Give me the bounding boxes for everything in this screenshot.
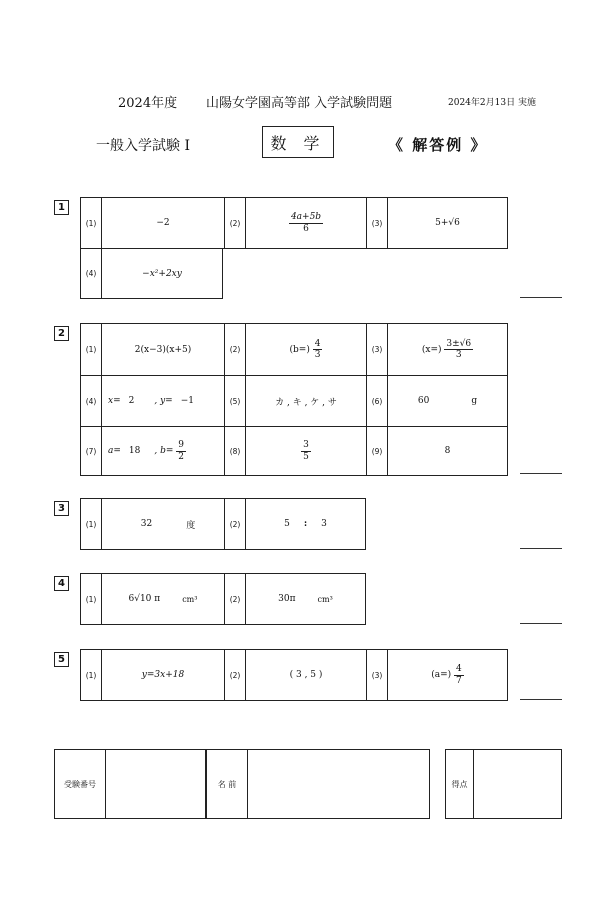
answer-value [246,427,366,475]
answer-fraction [301,440,311,462]
answer-cell [366,198,507,248]
score-box [445,749,562,819]
answer-unit: cm³ [317,594,333,604]
answer-value [246,198,366,248]
item-label: (2) [225,650,246,700]
section-4-row [80,573,366,625]
answer-unit: cm³ [182,594,198,604]
fraction-denominator: 3 [455,350,462,360]
item-label: (7) [81,427,102,475]
exam-number-field[interactable] [106,750,206,818]
score-field[interactable] [474,750,561,818]
fraction-denominator: 7 [456,675,462,686]
item-label: (2) [225,198,246,248]
section-2-row-2 [81,375,507,426]
fraction-numerator: 4 [314,338,321,349]
answer-cell [81,650,224,700]
item-label: (5) [225,376,246,426]
section-2-row-3 [81,426,507,475]
x-value: 2 [128,396,135,406]
answer-cell [366,427,507,475]
answer-prefix: (b=) [289,344,310,355]
ratio-separator: : [303,519,308,529]
answer-prefix: (x=) [421,344,442,355]
answer-value [388,376,507,426]
exam-year: 2024年度 [118,96,178,111]
answer-fraction [454,664,464,686]
section-1-row-1 [80,197,508,249]
section-5-number: 5 [54,652,69,667]
answer-cell [81,198,224,248]
answer-value [102,574,224,624]
fraction-numerator: 4 [456,664,462,675]
school-title: 山陽女学園高等部 入学試験問題 [206,96,393,111]
item-label: (1) [81,574,102,624]
exam-name: 一般入学試験 I [96,138,190,154]
answer-fraction [289,212,323,234]
item-label: (8) [225,427,246,475]
score-line [520,623,562,624]
answer-unit: g [471,396,478,406]
section-4-number: 4 [54,576,69,591]
item-label: (9) [367,427,388,475]
answer-cell [224,427,366,475]
answer-cell [224,574,365,624]
b-fraction [176,440,186,462]
item-label: (6) [367,376,388,426]
x-label: x= [108,396,121,406]
subject-box [262,126,334,158]
answer-cell [81,376,224,426]
answer-value: カ , キ , ケ , サ [275,397,337,408]
section-1-number: 1 [54,200,69,215]
item-label: (2) [225,574,246,624]
score-label: 得点 [446,750,474,818]
item-label: (1) [81,324,102,375]
student-info-box [54,749,430,819]
answer-value [388,324,507,375]
answer-number: 30π [278,594,296,604]
answer-value [102,376,224,426]
exam-date: 2024年2月13日 実施 [448,98,536,108]
b-label: , b= [154,446,174,456]
a-value: 18 [128,446,141,456]
item-label: (3) [367,650,388,700]
answer-value: y=3x+18 [141,670,185,680]
section-3-row [80,498,366,550]
answer-value: ( 3 , 5 ) [289,670,323,680]
answer-value [102,499,224,549]
score-line [520,297,562,298]
section-5-row [80,649,508,701]
score-line [520,548,562,549]
y-label: , y= [154,396,173,406]
answer-unit: 度 [186,520,196,531]
a-label: a= [108,446,121,456]
answer-value [246,499,365,549]
answer-cell [81,499,224,549]
answer-cell [366,650,507,700]
ratio-right: 3 [321,519,327,529]
item-label: (2) [225,324,246,375]
fraction-denominator: 3 [314,350,321,360]
section-1-row-2 [80,248,223,299]
y-value: −1 [180,396,194,406]
answer-cell [81,427,224,475]
answer-value [246,574,365,624]
fraction-numerator: 4a+5b [290,212,322,223]
answer-number: 6√10 π [128,594,161,604]
fraction-denominator: 6 [303,223,309,234]
section-2-row-1 [81,324,507,375]
item-label: (4) [81,376,102,426]
item-label: (3) [367,198,388,248]
answer-value: 8 [444,446,451,456]
item-label: (2) [225,499,246,549]
exam-number-label: 受験番号 [55,750,106,818]
answer-cell [224,650,366,700]
fraction-numerator: 9 [178,440,185,451]
fraction-denominator: 2 [178,451,185,462]
section-3-number: 3 [54,501,69,516]
name-label: 名 前 [206,750,248,818]
answer-cell [224,324,366,375]
item-label: (1) [81,198,102,248]
answer-number: 60 [417,396,430,406]
item-label: (1) [81,499,102,549]
answer-value: −2 [156,218,170,228]
answer-value: 2(x−3)(x+5) [134,344,192,355]
item-label: (3) [367,324,388,375]
answer-cell [81,249,222,298]
section-2-grid [80,323,508,476]
fraction-numerator: 3±√6 [446,338,472,349]
answer-value: −x²+2xy [142,268,182,279]
section-2-number: 2 [54,326,69,341]
answer-value [388,650,507,700]
fraction-numerator: 3 [303,440,309,451]
name-field[interactable] [248,750,429,818]
subject-label: 数 学 [270,133,326,153]
answer-value: 5+√6 [435,218,460,228]
score-line [520,699,562,700]
answer-prefix: (a=) [431,670,452,680]
answer-cell [224,499,365,549]
answer-value [246,324,366,375]
answer-key-label: 《 解答例 》 [388,136,488,154]
answer-fraction [444,339,473,361]
answer-value [102,427,224,475]
item-label: (4) [81,249,102,298]
answer-cell [224,198,366,248]
ratio-left: 5 [284,519,290,529]
score-line [520,473,562,474]
fraction-denominator: 5 [303,451,309,462]
answer-cell [81,574,224,624]
answer-fraction [313,339,323,361]
answer-cell [366,324,507,375]
answer-cell [81,324,224,375]
answer-cell [224,376,366,426]
answer-cell [366,376,507,426]
answer-number: 32 [140,519,153,529]
item-label: (1) [81,650,102,700]
